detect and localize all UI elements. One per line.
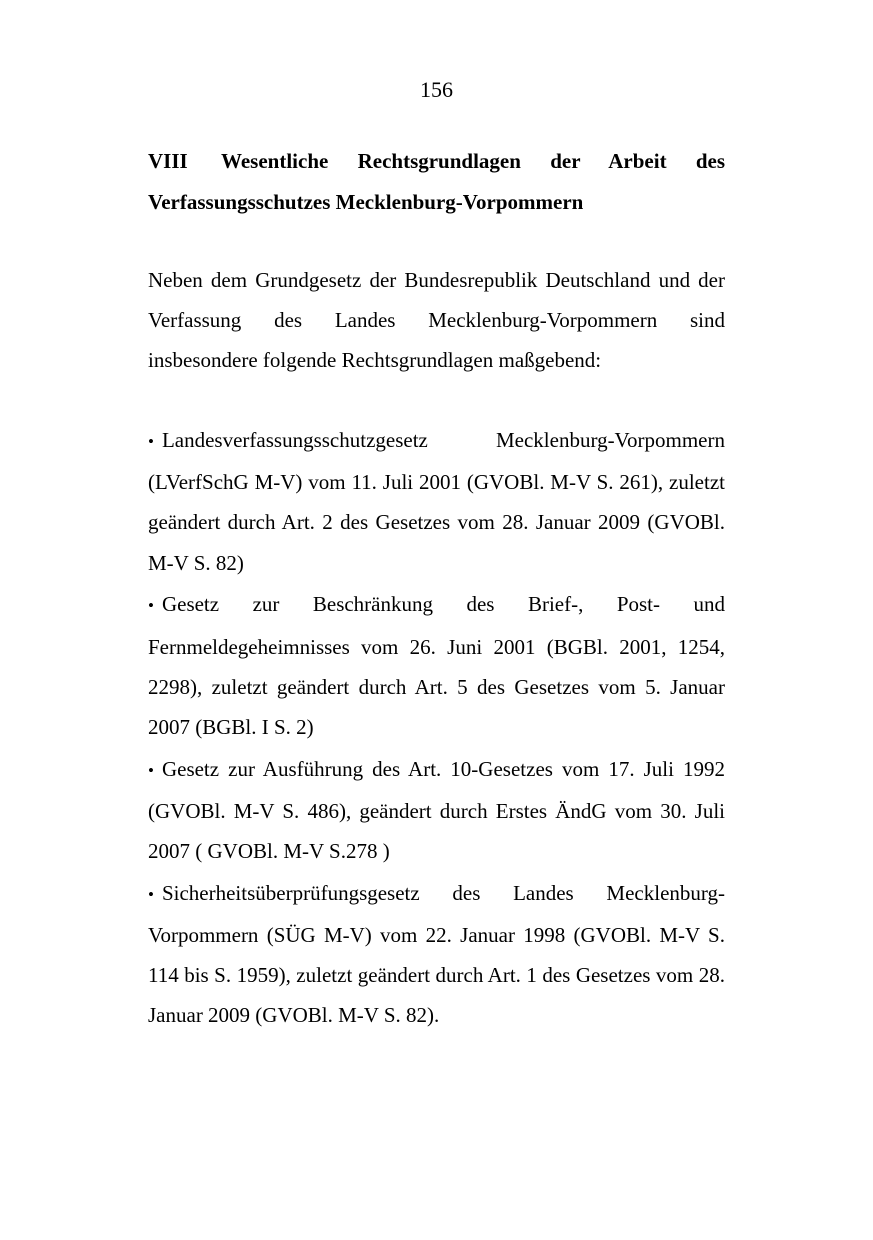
law-text: Gesetz zur Ausführung des Art. 10-Gesetzes vom 17. Juli 1992 (GVOBl. M-V S. 486), geändert durch Erstes ÄndG vom 30. Juli 2007 ( GVOBl. M-V S.278 ) [148,756,725,864]
page-number: 156 [420,77,453,102]
section-number: VIII [148,149,188,173]
intro-paragraph: Neben dem Grundgesetz der Bundesrepublik Deutschland und der Verfassung des Landes Mecklenburg-Vorpommern sind insbesondere folgende Rechtsgrundlagen maßgebend: [148,268,725,372]
legal-basis-list [148,420,725,1036]
list-item [148,873,725,1036]
law-text: Sicherheitsüberprüfungsgesetz des Landes Mecklenburg-Vorpommern (SÜG M-V) vom 22. Januar 1998 (GVOBl. M-V S. 114 bis S. 1959), zuletzt geändert durch Art. 1 des Gesetzes vom 28. Januar 2009 (GVOBl. M-V S. 82). [148,880,725,1028]
law-text: Gesetz zur Beschränkung des Brief-, Post- und Fernmeldegeheimnisses vom 26. Juni 2001 (BGBl. 2001, 1254, 2298), zuletzt geändert durch Art. 5 des Gesetzes vom 5. Januar 2007 (BGBl. I S. 2) [148,592,725,739]
bullet-icon: • [148,596,154,616]
bullet-icon: • [148,884,154,904]
section-heading [148,141,725,222]
list-item [148,584,725,747]
page-content [148,141,725,1037]
list-item [148,749,725,872]
list-item [148,420,725,583]
law-text: Landesverfassungsschutzgesetz Mecklenburg-Vorpommern (LVerfSchG M-V) vom 11. Juli 2001 (GVOBl. M-V S. 261), zuletzt geändert durch Art. 2 des Gesetzes vom 28. Januar 2009 (GVOBl. M-V S. 82) [148,428,725,575]
bullet-icon: • [148,760,154,780]
section-title: Wesentliche Rechtsgrundlagen der Arbeit des Verfassungsschutzes Mecklenburg-Vorpommern [148,149,725,214]
bullet-icon: • [148,432,154,451]
